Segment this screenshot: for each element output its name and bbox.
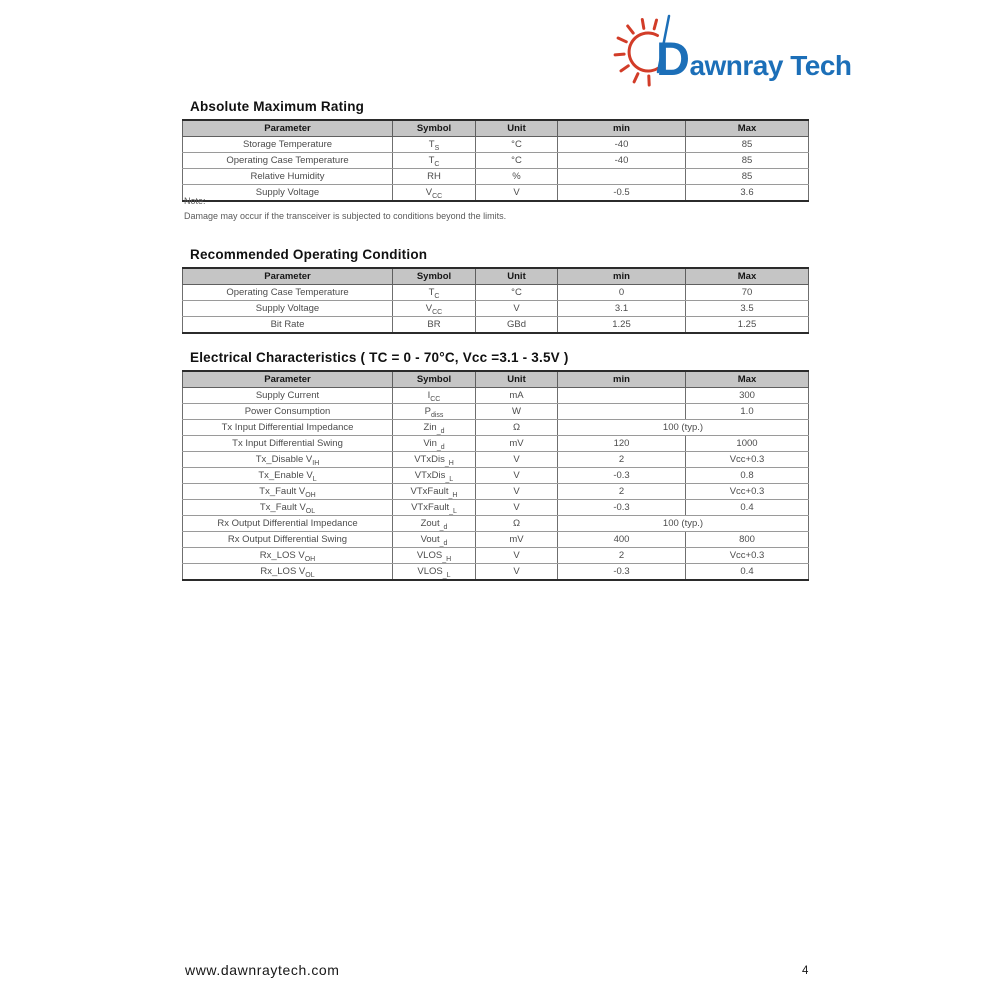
min-cell: -0.3: [558, 564, 686, 581]
parameter-cell: Rx Output Differential Impedance: [183, 516, 393, 532]
unit-cell: V: [476, 301, 558, 317]
max-cell: 85: [686, 169, 809, 185]
min-cell: -0.3: [558, 468, 686, 484]
unit-cell: Ω: [476, 420, 558, 436]
max-cell: 85: [686, 137, 809, 153]
table-row: [183, 137, 809, 153]
symbol-cell: BR: [393, 317, 476, 334]
parameter-cell: Tx_Fault $V_{OL}$: [183, 500, 393, 516]
symbol-cell: VTxDis$_{\_L}$: [393, 468, 476, 484]
company-logo: [608, 8, 858, 92]
unit-cell: °C: [476, 137, 558, 153]
min-cell: 2: [558, 484, 686, 500]
table-header-row: [183, 371, 809, 388]
symbol-cell: Vout$_{\_d}$: [393, 532, 476, 548]
symbol-cell: Zout$_{\_d}$: [393, 516, 476, 532]
section-title-absolute-maximum-rating: Absolute Maximum Rating: [190, 99, 365, 114]
table-row: [183, 564, 809, 581]
max-cell: 3.5: [686, 301, 809, 317]
min-cell: -40: [558, 153, 686, 169]
symbol-cell: RH: [393, 169, 476, 185]
table-row: [183, 484, 809, 500]
unit-cell: V: [476, 468, 558, 484]
symbol-cell: $T_C$: [393, 153, 476, 169]
max-cell: 800: [686, 532, 809, 548]
table-row: [183, 532, 809, 548]
column-header-symbol: Symbol: [393, 120, 476, 137]
table-row: [183, 436, 809, 452]
min-cell: [558, 388, 686, 404]
unit-cell: V: [476, 500, 558, 516]
parameter-cell: Power Consumption: [183, 404, 393, 420]
symbol-cell: Zin$_{\_d}$: [393, 420, 476, 436]
table-row: [183, 516, 809, 532]
table-row: [183, 500, 809, 516]
max-cell: 70: [686, 285, 809, 301]
symbol-cell: $V_{CC}$: [393, 185, 476, 202]
recommended-operating-condition-table: [182, 267, 809, 334]
column-header-symbol: Symbol: [393, 268, 476, 285]
symbol-cell: $V_{CC}$: [393, 301, 476, 317]
parameter-cell: Supply Voltage: [183, 185, 393, 202]
max-cell: 0.4: [686, 564, 809, 581]
min-cell: -0.5: [558, 185, 686, 202]
symbol-cell: VTxFault$_{\_H}$: [393, 484, 476, 500]
column-header-max: Max: [686, 371, 809, 388]
max-cell: Vcc+0.3: [686, 452, 809, 468]
parameter-cell: Tx Input Differential Impedance: [183, 420, 393, 436]
table-header-row: [183, 268, 809, 285]
table-row: [183, 388, 809, 404]
parameter-cell: Supply Current: [183, 388, 393, 404]
min-cell: [558, 169, 686, 185]
unit-cell: GBd: [476, 317, 558, 334]
parameter-cell: Tx Input Differential Swing: [183, 436, 393, 452]
table-row: [183, 153, 809, 169]
max-cell: 300: [686, 388, 809, 404]
parameter-cell: Tx_Fault $V_{OH}$: [183, 484, 393, 500]
unit-cell: mV: [476, 532, 558, 548]
footer-website: www.dawnraytech.com: [185, 962, 340, 978]
column-header-unit: Unit: [476, 120, 558, 137]
page-number: 4: [802, 965, 809, 977]
min-cell: [558, 404, 686, 420]
min-cell: 3.1: [558, 301, 686, 317]
parameter-cell: Relative Humidity: [183, 169, 393, 185]
absolute-maximum-rating-table: [182, 119, 809, 202]
table-row: [183, 317, 809, 334]
unit-cell: %: [476, 169, 558, 185]
section-title-recommended-operating-condition: Recommended Operating Condition: [190, 247, 428, 262]
symbol-cell: $I_{CC}$: [393, 388, 476, 404]
column-header-parameter: Parameter: [183, 371, 393, 388]
unit-cell: W: [476, 404, 558, 420]
table-row: [183, 301, 809, 317]
symbol-cell: Vin$_{\_d}$: [393, 436, 476, 452]
unit-cell: V: [476, 564, 558, 581]
max-cell: 1.25: [686, 317, 809, 334]
unit-cell: mV: [476, 436, 558, 452]
table-header-row: [183, 120, 809, 137]
column-header-symbol: Symbol: [393, 371, 476, 388]
column-header-unit: Unit: [476, 371, 558, 388]
column-header-parameter: Parameter: [183, 268, 393, 285]
unit-cell: V: [476, 548, 558, 564]
table-row: [183, 452, 809, 468]
max-cell: 1.0: [686, 404, 809, 420]
max-cell: 1000: [686, 436, 809, 452]
table-note: [184, 194, 506, 224]
symbol-cell: $P_{diss}$: [393, 404, 476, 420]
min-cell: 400: [558, 532, 686, 548]
max-cell: 0.4: [686, 500, 809, 516]
min-cell: 2: [558, 452, 686, 468]
column-header-min: min: [558, 371, 686, 388]
symbol-cell: $VLOS_{\_H}$: [393, 548, 476, 564]
max-cell: Vcc+0.3: [686, 548, 809, 564]
symbol-cell: $VLOS_{\_L}$: [393, 564, 476, 581]
column-header-min: min: [558, 268, 686, 285]
parameter-cell: Rx Output Differential Swing: [183, 532, 393, 548]
unit-cell: °C: [476, 285, 558, 301]
symbol-cell: $T_C$: [393, 285, 476, 301]
column-header-min: min: [558, 120, 686, 137]
parameter-cell: Bit Rate: [183, 317, 393, 334]
section-title-electrical-characteristics: Electrical Characteristics ( TC = 0 - 70°C, Vcc =3.1 - 3.5V ): [190, 350, 569, 365]
table-row: [183, 548, 809, 564]
symbol-cell: VTxFault$_{\_L}$: [393, 500, 476, 516]
table-row: [183, 285, 809, 301]
parameter-cell: Supply Voltage: [183, 301, 393, 317]
parameter-cell: Storage Temperature: [183, 137, 393, 153]
unit-cell: Ω: [476, 516, 558, 532]
symbol-cell: VTxDis$_{\_H}$: [393, 452, 476, 468]
min-cell: -0.3: [558, 500, 686, 516]
logo-wordmark: Dawnray Tech: [656, 32, 852, 85]
column-header-parameter: Parameter: [183, 120, 393, 137]
max-cell: 0.8: [686, 468, 809, 484]
min-cell: 2: [558, 548, 686, 564]
table-row: [183, 420, 809, 436]
unit-cell: V: [476, 185, 558, 202]
unit-cell: V: [476, 452, 558, 468]
unit-cell: V: [476, 484, 558, 500]
parameter-cell: Tx_Enable $V_L$: [183, 468, 393, 484]
table-row: [183, 404, 809, 420]
note-label: Note:: [184, 196, 206, 206]
parameter-cell: Operating Case Temperature: [183, 153, 393, 169]
table-row: [183, 169, 809, 185]
note-text: Damage may occur if the transceiver is subjected to conditions beyond the limits.: [184, 211, 507, 221]
unit-cell: mA: [476, 388, 558, 404]
min-max-merged-cell: 100 (typ.): [558, 516, 809, 532]
parameter-cell: Rx_LOS $V_{OH}$: [183, 548, 393, 564]
min-max-merged-cell: 100 (typ.): [558, 420, 809, 436]
min-cell: 1.25: [558, 317, 686, 334]
max-cell: Vcc+0.3: [686, 484, 809, 500]
min-cell: 120: [558, 436, 686, 452]
parameter-cell: Operating Case Temperature: [183, 285, 393, 301]
max-cell: 3.6: [686, 185, 809, 202]
max-cell: 85: [686, 153, 809, 169]
table-row: [183, 468, 809, 484]
column-header-unit: Unit: [476, 268, 558, 285]
column-header-max: Max: [686, 120, 809, 137]
electrical-characteristics-table: [182, 370, 809, 581]
min-cell: -40: [558, 137, 686, 153]
parameter-cell: Tx_Disable $V_{IH}$: [183, 452, 393, 468]
min-cell: 0: [558, 285, 686, 301]
symbol-cell: $T_S$: [393, 137, 476, 153]
unit-cell: °C: [476, 153, 558, 169]
column-header-max: Max: [686, 268, 809, 285]
parameter-cell: Rx_LOS $V_{OL}$: [183, 564, 393, 581]
